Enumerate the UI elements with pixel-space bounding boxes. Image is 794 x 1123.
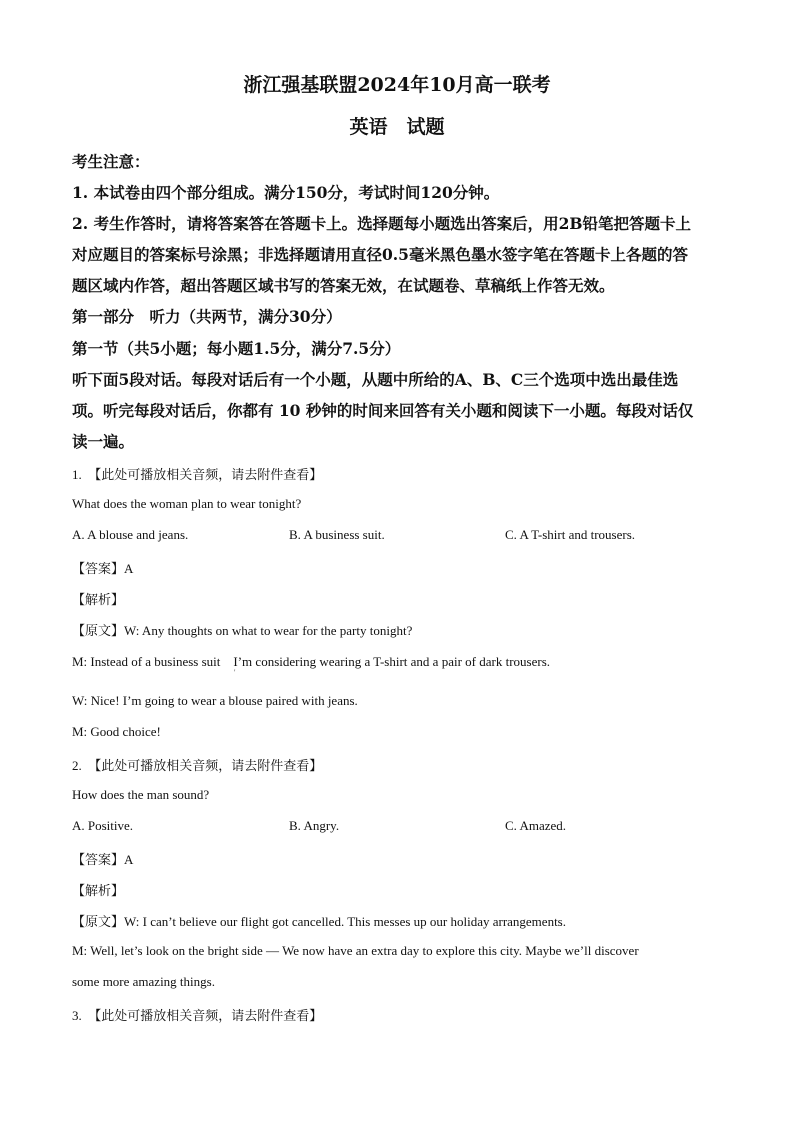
notice-item-2-line-2: 对应题目的答案标号涂黑；非选择题请用直径0.5毫米黑色墨水签字笔在答题卡上各题的答 xyxy=(72,245,688,264)
part1-heading: 第一部分 听力（共两节，满分30分） xyxy=(72,307,342,326)
q2-analysis: 【解析】 xyxy=(72,883,125,898)
q1-option-a: A. A blouse and jeans. xyxy=(72,527,189,542)
notice-item-2-line-3: 题区域内作答，超出答题区域书写的答案无效，在试题卷、草稿纸上作答无效。 xyxy=(72,276,615,295)
q2-question: How does the man sound? xyxy=(72,787,210,802)
q2-script-line-1: 【原文】W: I can’t believe our flight got cancelled. This messes up our holiday arrangements. xyxy=(72,914,566,929)
q2-answer: 【答案】A xyxy=(72,852,134,867)
q1-option-b: B. A business suit. xyxy=(289,527,385,542)
q1-script-line-4: M: Good choice! xyxy=(72,724,161,739)
q1-answer: 【答案】A xyxy=(72,561,134,576)
stray-tick-mark: ' xyxy=(234,668,236,677)
q2-option-a: A. Positive. xyxy=(72,818,134,833)
q2-number: 2. 【此处可播放相关音频，请去附件查看】 xyxy=(72,758,323,773)
q1-script-line-1: 【原文】W: Any thoughts on what to wear for the party tonight? xyxy=(72,623,413,638)
notice-item-1: 1. 本试卷由四个部分组成。满分150分，考试时间120分钟。 xyxy=(72,183,500,202)
q1-question: What does the woman plan to wear tonight? xyxy=(72,496,302,511)
q1-option-c: C. A T-shirt and trousers. xyxy=(505,527,636,542)
instructions-line-2: 项。听完每段对话后，你都有 10 秒钟的时间来回答有关小题和阅读下一小题。每段对话仅 xyxy=(72,401,694,420)
q2-script-line-2: M: Well, let’s look on the bright side — We now have an extra day to explore this city. Maybe we’ll discover xyxy=(72,943,639,958)
q1-analysis: 【解析】 xyxy=(72,592,125,607)
q1-script-line-2: M: Instead of a business suit I’m considering wearing a T-shirt and a pair of dark trousers. xyxy=(72,654,551,669)
q3-number: 3. 【此处可播放相关音频，请去附件查看】 xyxy=(72,1008,323,1023)
q2-option-c: C. Amazed. xyxy=(505,818,567,833)
q1-number: 1. 【此处可播放相关音频，请去附件查看】 xyxy=(72,467,323,482)
q2-option-b: B. Angry. xyxy=(289,818,340,833)
notice-item-2-line-1: 2. 考生作答时，请将答案答在答题卡上。选择题每小题选出答案后，用2B铅笔把答题卡上 xyxy=(72,214,691,233)
q1-script-line-3: W: Nice! I’m going to wear a blouse paired with jeans. xyxy=(72,693,358,708)
q2-script-line-3: some more amazing things. xyxy=(72,974,215,989)
exam-title: 浙江强基联盟2024年10月高一联考 xyxy=(243,74,551,96)
instructions-line-3: 读一遍。 xyxy=(72,432,135,451)
section1-heading: 第一节（共5小题；每小题1.5分，满分7.5分） xyxy=(72,339,401,358)
exam-subtitle: 英语 试题 xyxy=(349,116,445,138)
instructions-line-1: 听下面5段对话。每段对话后有一个小题，从题中所给的A、B、C三个选项中选出最佳选 xyxy=(72,370,679,389)
notice-heading: 考生注意： xyxy=(72,152,150,171)
